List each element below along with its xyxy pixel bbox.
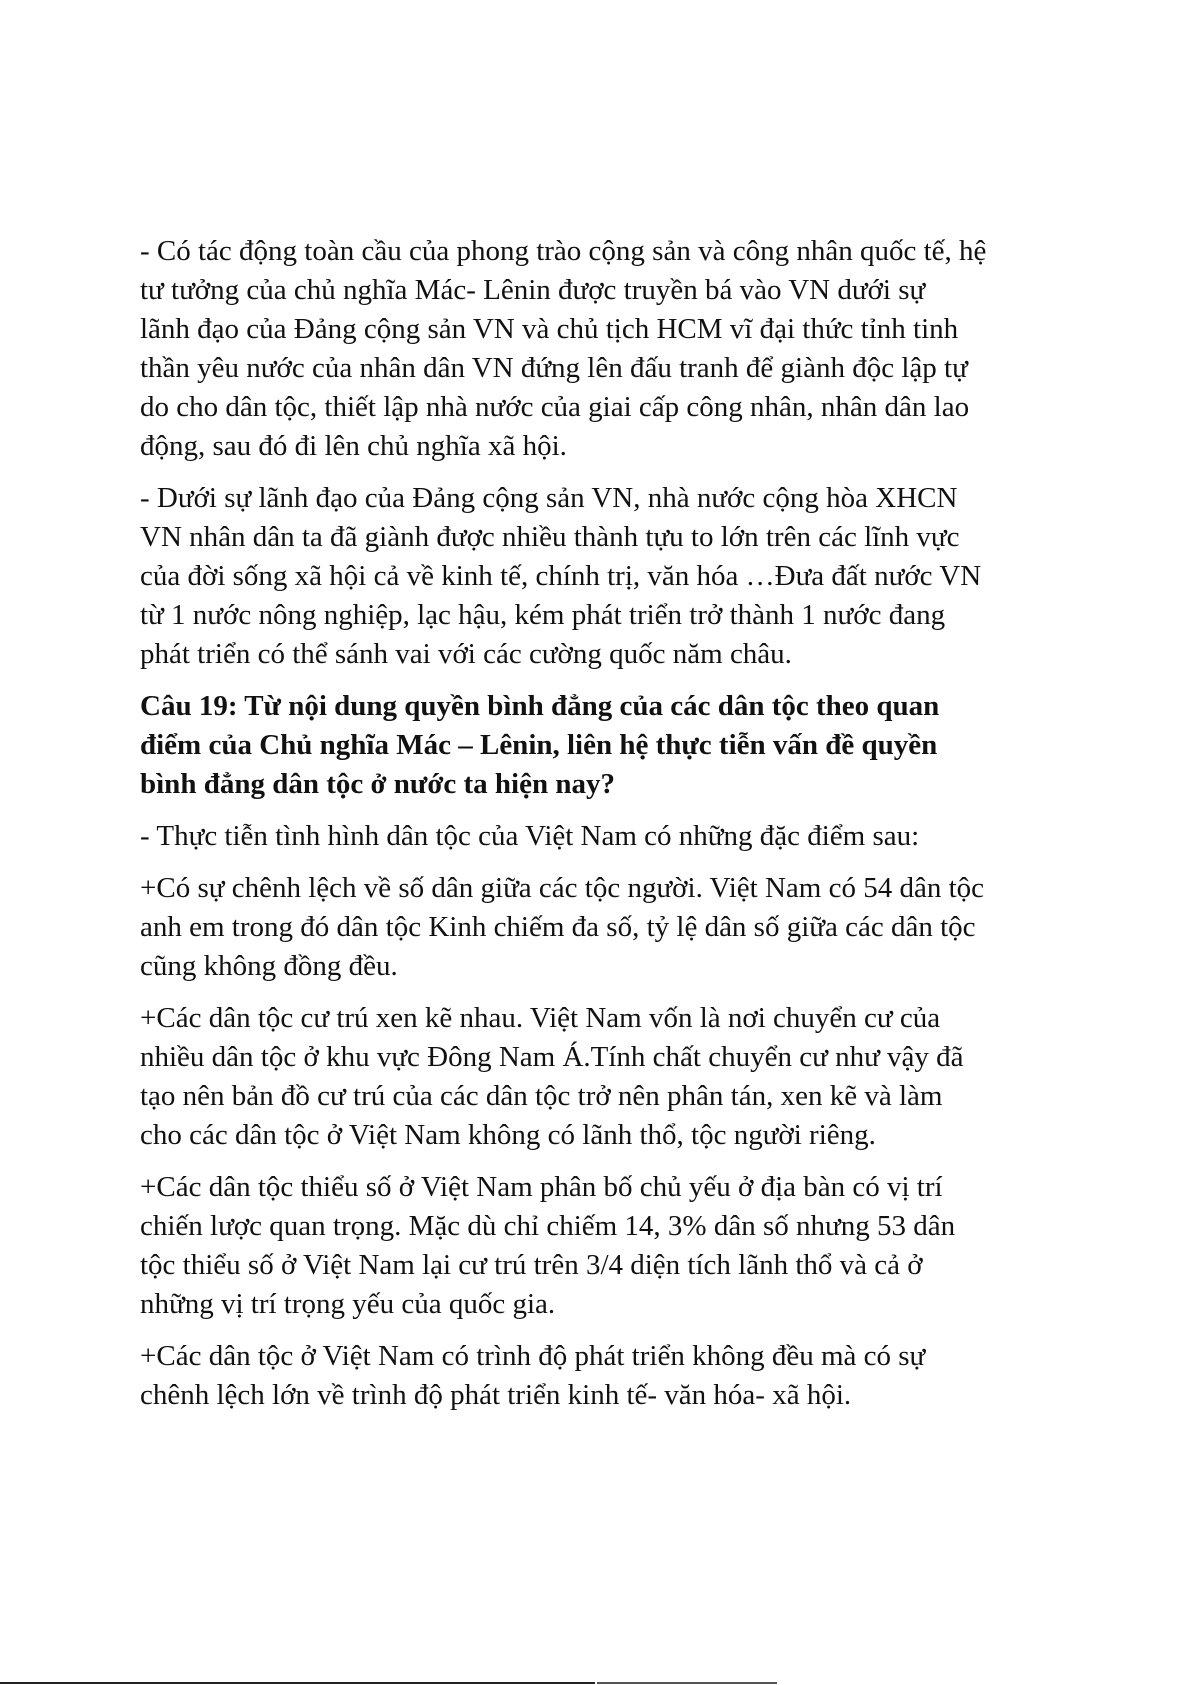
paragraph-interspersed-residence: +Các dân tộc cư trú xen kẽ nhau. Việt Nam vốn là nơi chuyển cư của nhiều dân tộc ở khu vực Đông Nam Á.Tính chất chuyển cư như vậy đã tạo nên bản đồ cư trú của các dân tộc trở nên phân tán, xen kẽ và làm cho các dân tộc ở Việt Nam không có lãnh thổ, tộc người riêng.: [140, 1002, 964, 1151]
paragraph-strategic-location: +Các dân tộc thiểu số ở Việt Nam phân bố chủ yếu ở địa bàn có vị trí chiến lược quan trọng. Mặc dù chỉ chiếm 14, 3% dân số nhưng 53 dân tộc thiểu số ở Việt Nam lại cư trú trên 3/4 diện tích lãnh thổ và cả ở những vị trí trọng yếu của quốc gia.: [140, 1171, 956, 1320]
paragraph-population-difference: +Có sự chênh lệch về số dân giữa các tộc người. Việt Nam có 54 dân tộc anh em trong đó dân tộc Kinh chiếm đa số, tỷ lệ dân số giữa các dân tộc cũng không đồng đều.: [140, 872, 985, 982]
paragraph-uneven-development: +Các dân tộc ở Việt Nam có trình độ phát triển không đều mà có sự chênh lệch lớn về trình độ phát triển kinh tế- văn hóa- xã hội.: [140, 1340, 926, 1411]
page-bottom-rule-secondary: [597, 1682, 777, 1684]
document-body: [140, 232, 1070, 1428]
paragraph-communist-movement: - Có tác động toàn cầu của phong trào cộng sản và công nhân quốc tế, hệ tư tưởng của chủ nghĩa Mác- Lênin được truyền bá vào VN dưới sự lãnh đạo của Đảng cộng sản VN và chủ tịch HCM vĩ đại thức tỉnh tinh thần yêu nước của nhân dân VN đứng lên đấu tranh để giành độc lập tự do cho dân tộc, thiết lập nhà nước của giai cấp công nhân, nhân dân lao động, sau đó đi lên chủ nghĩa xã hội.: [140, 235, 987, 462]
question-19-heading: Câu 19: Từ nội dung quyền bình đẳng của các dân tộc theo quan điểm của Chủ nghĩa Mác – Lênin, liên hệ thực tiễn vấn đề quyền bình đẳng dân tộc ở nước ta hiện nay?: [140, 690, 940, 800]
paragraph-ethnic-characteristics-intro: - Thực tiễn tình hình dân tộc của Việt Nam có những đặc điểm sau:: [140, 820, 920, 852]
paragraph-party-leadership: - Dưới sự lãnh đạo của Đảng cộng sản VN, nhà nước cộng hòa XHCN VN nhân dân ta đã giành được nhiều thành tựu to lớn trên các lĩnh vực của đời sống xã hội cả về kinh tế, chính trị, văn hóa …Đưa đất nước VN từ 1 nước nông nghiệp, lạc hậu, kém phát triển trở thành 1 nước đang phát triển có thể sánh vai với các cường quốc năm châu.: [140, 482, 982, 670]
page-bottom-rule: [0, 1682, 595, 1684]
